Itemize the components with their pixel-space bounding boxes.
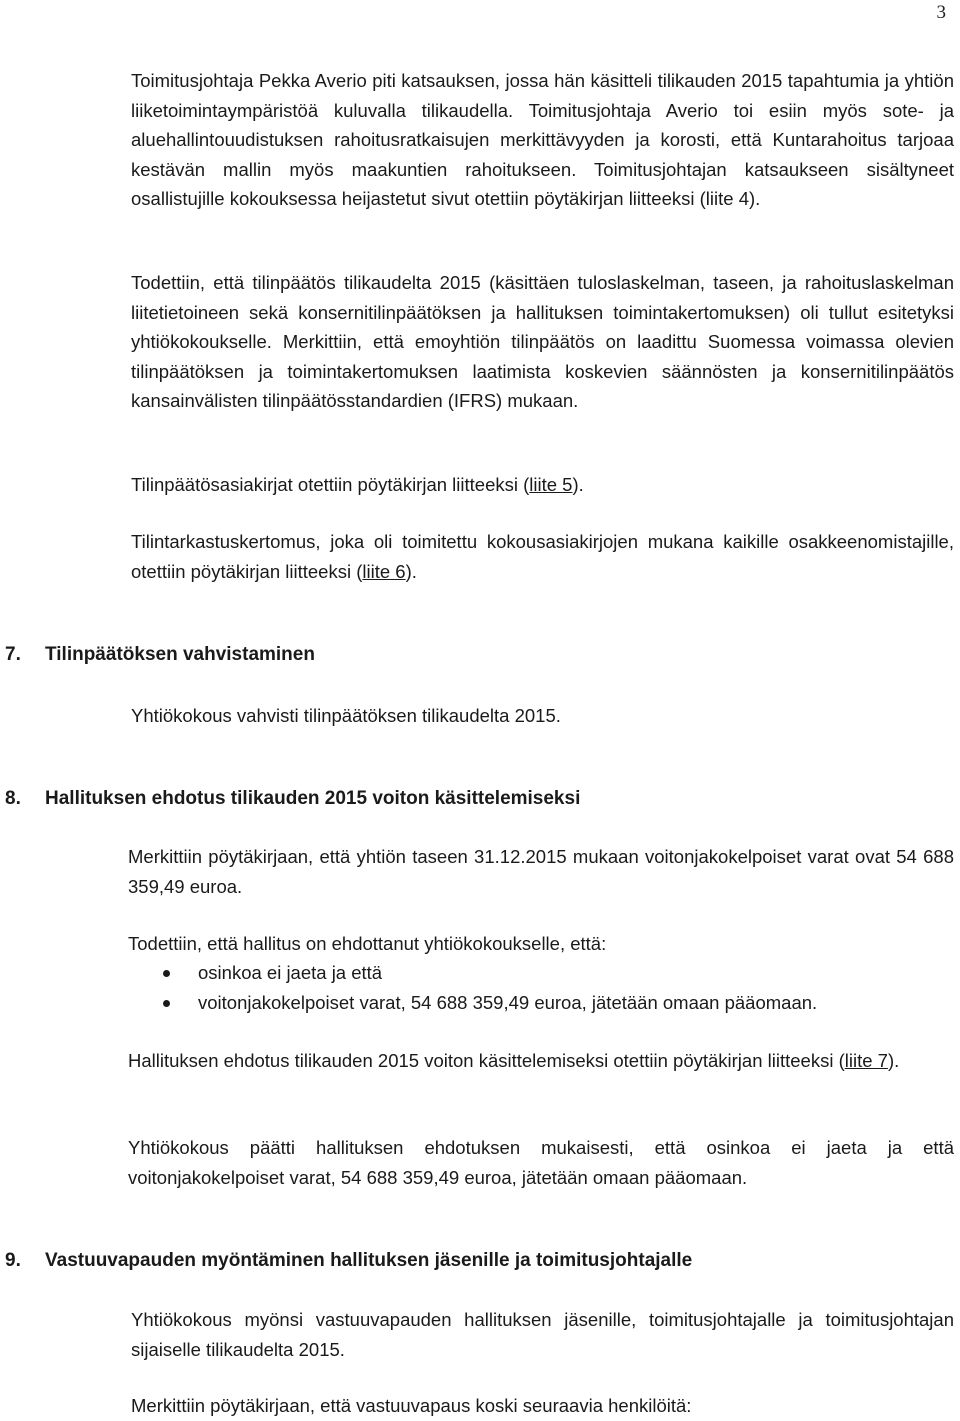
financial-statements-paragraph: Todettiin, että tilinpäätös tilikaudelta 2015 (käsittäen tuloslaskelman, taseen, ja rahoituslaskelman liitetietoineen sekä konsernitilinpäätöksen ja hallituksen toimintakertomuksen) oli tullut esitetyksi yhtiökokoukselle. Merkittiin, että emoyhtiön tilinpäätös on laadittu Suomessa voimassa olevien tilinpäätöksen ja toimintakertomuksen laatimista koskevien säännösten ja konsernitilinpäätös kansainvälisten tilinpäätösstandardien (IFRS) mukaan. <box>131 272 954 411</box>
paragraph-text: Hallituksen ehdotus tilikauden 2015 voiton käsittelemiseksi otettiin pöytäkirjan liitteeksi ( <box>128 1050 845 1071</box>
section-title: Vastuuvapauden myöntäminen hallituksen jäsenille ja toimitusjohtajalle <box>45 1250 693 1271</box>
paragraph-text-end: ). <box>405 560 417 582</box>
discharge-persons-intro: Merkittiin pöytäkirjaan, että vastuuvapaus koski seuraavia henkilöitä: <box>131 1395 692 1416</box>
paragraph-text-end: ). <box>572 474 584 495</box>
page-number: 3 <box>936 2 946 23</box>
section-title: Hallituksen ehdotus tilikauden 2015 voiton käsittelemiseksi <box>45 788 581 809</box>
paragraph-text: Tilintarkastuskertomus, joka oli toimitettu kokousasiakirjojen mukana kaikille osakkeenomistajille, otettiin pöytäkirjan liitteeksi ( <box>131 531 954 582</box>
list-item: osinkoa ei jaeta ja että <box>128 958 954 988</box>
section-7-heading <box>5 642 315 668</box>
section-number: 8. <box>5 788 21 809</box>
section-number: 7. <box>5 644 21 665</box>
appendix-link-liite-6[interactable]: liite 6 <box>362 560 406 582</box>
discharge-paragraph: Yhtiökokous myönsi vastuuvapauden hallituksen jäsenille, toimitusjohtajalle ja toimitusjohtajan sijaiselle tilikaudelta 2015. <box>131 1309 954 1360</box>
dividend-decision-paragraph: Yhtiökokous päätti hallituksen ehdotuksen mukaisesti, että osinkoa ei jaeta ja että voitonjakokelpoiset varat, 54 688 359,49 euroa, jätetään omaan pääomaan. <box>128 1137 954 1188</box>
section-8-heading <box>5 786 580 812</box>
appendix-link-liite-5[interactable]: liite 5 <box>529 474 573 495</box>
board-proposal-appendix-paragraph <box>128 1046 954 1076</box>
section-number: 9. <box>5 1250 21 1271</box>
paragraph-text-end: ). <box>887 1050 900 1071</box>
paragraph-text: Tilinpäätösasiakirjat otettiin pöytäkirjan liitteeksi ( <box>131 474 530 495</box>
section-title: Tilinpäätöksen vahvistaminen <box>45 644 315 665</box>
list-item: voitonjakokelpoiset varat, 54 688 359,49 euroa, jätetään omaan pääomaan. <box>128 988 954 1018</box>
financial-documents-appendix-paragraph <box>131 470 954 500</box>
board-proposal-intro: Todettiin, että hallitus on ehdottanut yhtiökokoukselle, että: <box>128 933 607 954</box>
board-proposal-list <box>128 958 954 1017</box>
distributable-funds-paragraph: Merkittiin pöytäkirjaan, että yhtiön taseen 31.12.2015 mukaan voitonjakokelpoiset varat ovat 54 688 359,49 euroa. <box>128 846 954 897</box>
appendix-link-liite-7[interactable]: liite 7 <box>844 1050 888 1071</box>
audit-report-paragraph <box>131 527 954 586</box>
section-7-text: Yhtiökokous vahvisti tilinpäätöksen tilikaudelta 2015. <box>131 705 561 726</box>
ceo-review-paragraph: Toimitusjohtaja Pekka Averio piti katsauksen, jossa hän käsitteli tilikauden 2015 tapahtumia ja yhtiön liiketoimintaympäristöä kuluvalla tilikaudella. Toimitusjohtaja Averio toi esiin myös sote- ja aluehallintouudistuksen rahoitusratkaisujen merkittävyyden ja korosti, että Kuntarahoitus tarjoaa kestävän mallin myös maakuntien rahoitukseen. Toimitusjohtajan katsaukseen sisältyneet osallistujille kokouksessa heijastetut sivut otettiin pöytäkirjan liitteeksi (liite 4). <box>131 70 954 209</box>
section-9-heading <box>5 1248 692 1274</box>
